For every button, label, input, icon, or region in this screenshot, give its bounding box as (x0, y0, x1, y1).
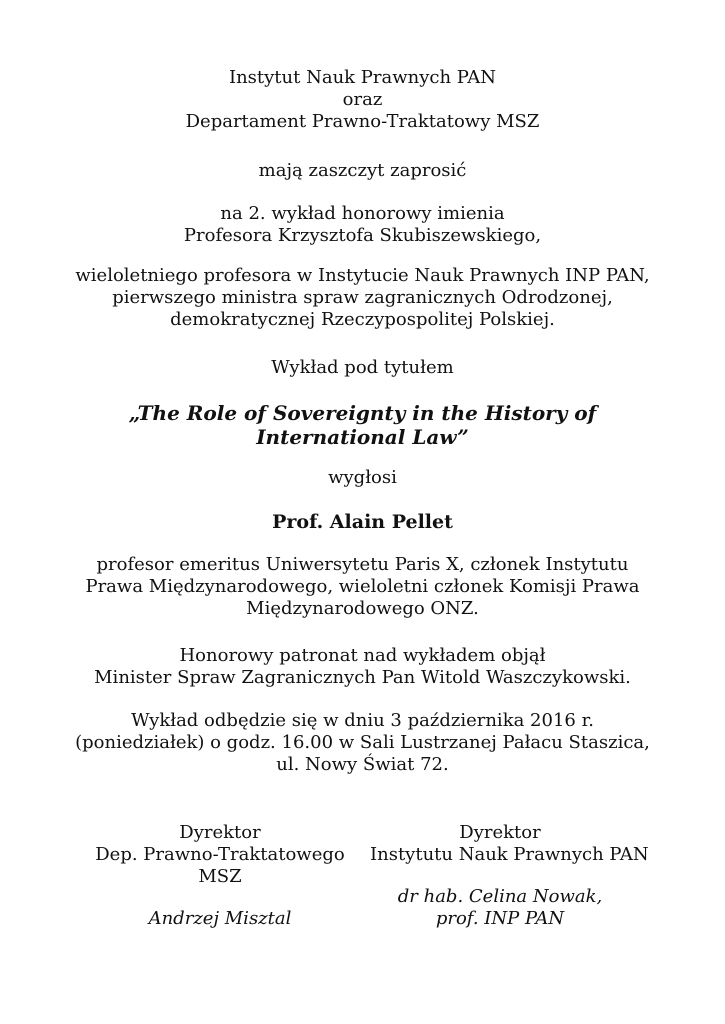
lecture-title-line-2: International Law” (256, 425, 469, 449)
lecture-title-block (0, 401, 725, 449)
lecture-title-line-1: „The Role of Sovereignty in the History of (128, 401, 597, 425)
event-details-line-2: (poniedziałek) o godz. 16.00 w Sali Lustrzanej Pałacu Staszica, (75, 732, 650, 753)
title-intro-block (0, 357, 725, 379)
invite-text: mają zaszczyt zaprosić (258, 160, 467, 181)
delivered-by: wygłosi (328, 467, 397, 488)
invite-block (0, 160, 725, 182)
signature-right (370, 822, 649, 930)
speaker-name: Prof. Alain Pellet (272, 511, 453, 533)
patronage-block (0, 645, 725, 689)
biography-line-2: pierwszego ministra spraw zagranicznych Odrodzonej, (112, 287, 613, 308)
delivered-by-block (0, 467, 725, 489)
event-details-block (0, 710, 725, 776)
speaker-bio-line-2: Prawa Międzynarodowego, wieloletni członek Komisji Prawa (85, 576, 640, 597)
signature-right-role: Dyrektor (459, 822, 541, 843)
lecture-intro-line-2: Profesora Krzysztofa Skubiszewskiego, (183, 225, 542, 246)
header-conjunction: oraz (342, 89, 383, 110)
speaker-bio-line-1: profesor emeritus Uniwersytetu Paris X, członek Instytutu (96, 554, 629, 575)
event-details-line-1: Wykład odbędzie się w dniu 3 października 2016 r. (131, 710, 594, 731)
header-block (0, 67, 725, 133)
biography-line-3: demokratycznej Rzeczypospolitej Polskiej. (170, 309, 555, 330)
patronage-line-2: Minister Spraw Zagranicznych Pan Witold Waszczykowski. (94, 667, 631, 688)
patronage-line-1: Honorowy patronat nad wykładem objął (179, 645, 546, 666)
signature-right-name-line-2: prof. INP PAN (435, 908, 565, 929)
speaker-bio-line-3: Międzynarodowego ONZ. (246, 598, 479, 619)
lecture-intro-block (0, 203, 725, 247)
signature-left-role: Dyrektor (179, 822, 261, 843)
header-department: Departament Prawno-Traktatowy MSZ (185, 111, 540, 132)
event-details-line-3: ul. Nowy Świat 72. (276, 754, 449, 775)
signature-right-name-line-1: dr hab. Celina Nowak, (397, 886, 603, 907)
signature-left-unit-line-2: MSZ (198, 866, 242, 887)
speaker-bio-block (0, 554, 725, 620)
biography-line-1: wieloletniego profesora w Instytucie Nauk Prawnych INP PAN, (75, 265, 650, 286)
signature-right-unit-line-1: Instytutu Nauk Prawnych PAN (370, 844, 649, 865)
header-institute: Instytut Nauk Prawnych PAN (228, 67, 497, 88)
speaker-block (0, 511, 725, 533)
title-intro: Wykład pod tytułem (271, 357, 454, 378)
biography-block (0, 265, 725, 331)
signature-left-unit-line-1: Dep. Prawno-Traktatowego (95, 844, 345, 865)
signature-left-name: Andrzej Misztal (148, 908, 292, 929)
lecture-intro-line-1: na 2. wykład honorowy imienia (220, 203, 505, 224)
signature-left (90, 822, 350, 930)
